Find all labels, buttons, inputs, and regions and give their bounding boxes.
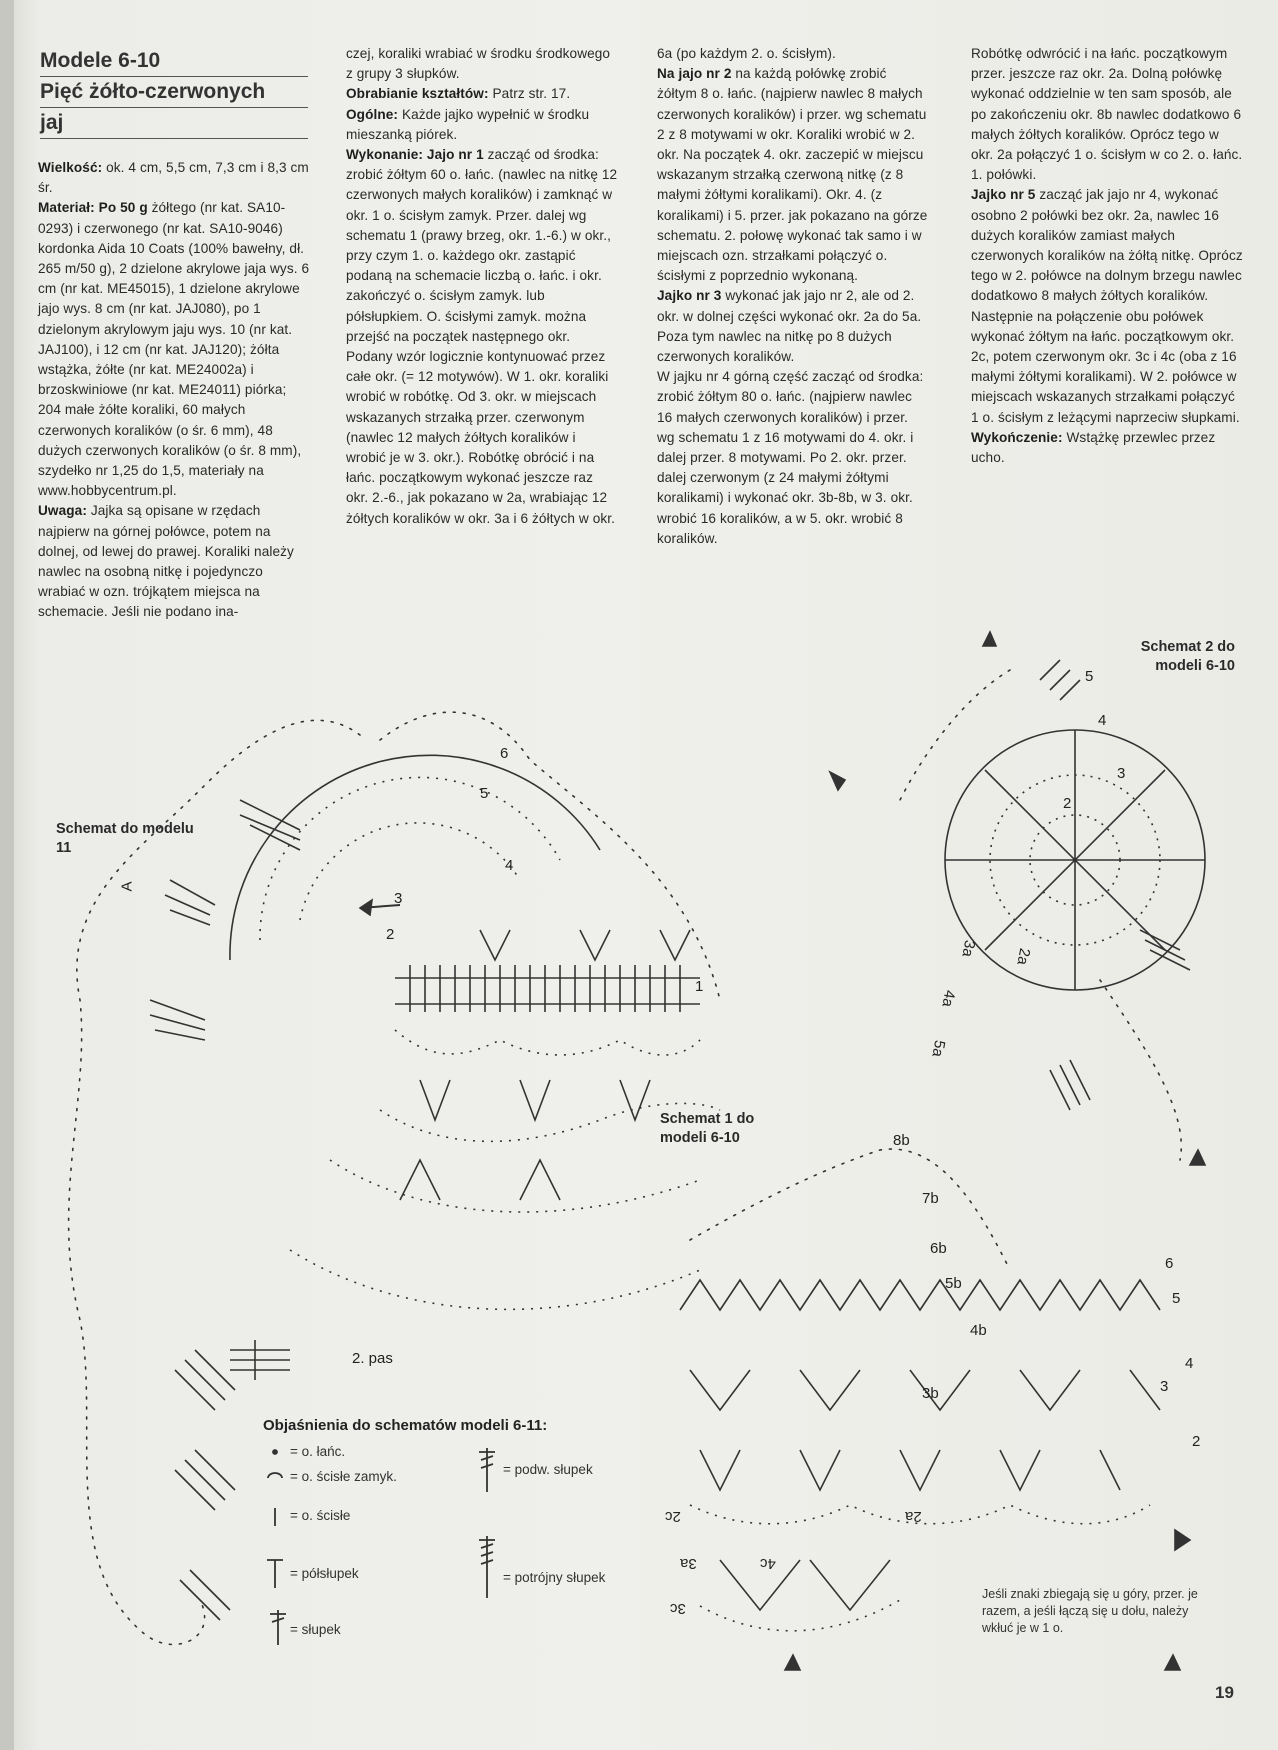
page-number: 19 [1215,1683,1234,1702]
row-label: 4a [938,988,959,1009]
paragraph: Wykonanie: Jajo nr 1 zacząć od środka: zrobić żółtym 60 o. łańc. (nawlec na nitkę 12 czerwonych małych koralików) i zamknąć w okr. 1 o. ścisłym zamyk. Przer. dalej wg schematu 1 (prawy brzeg, okr. 1.-6.) w okr., przy czym 1. o. każdego okr. zastąpić podaną na schemacie liczbą o. łańc. i okr. zakończyć o. ścisłym zamyk. lub półsłupkiem. O. ścisłymi zamyk. można przejść na początek następnego okr. Podany wzór logicznie kontynuować przez całe okr. (= 12 motywów). W 1. okr. koraliki wrobić w robótkę. Od 3. okr. w miejscach wskazanych strzałką przer. czerwonym (nawlec 12 małych żółtych koralików i wrobić je w 3. okr.). Robótkę obrócić i na łańc. początkowym wykonać jeszcze raz okr. 2.-6., jak pokazano w 2a, wrabiając 12 żółtych koralików w okr. 3a i 6 żółtych w okr. [346,147,618,526]
paragraph: Wielkość: ok. 4 cm, 5,5 cm, 7,3 cm i 8,3 cm śr. [38,160,309,196]
paragraph: Jajko nr 3 wykonać jak jajo nr 2, ale od 2. okr. w dolnej części wykonać okr. 2a do 5a. Poza tym nawlec na nitkę po 8 dużych czerwonych koralików. [657,288,922,365]
legend-treble: = podw. słupek [503,1462,593,1477]
row-label: 2. pas [352,1350,393,1367]
row-label: 4 [505,857,514,874]
row-label: 2 [386,926,395,943]
row-label: 1 [695,978,704,995]
paragraph: Ogólne: Każde jajko wypełnić w środku mieszanką piórek. [346,106,590,142]
diagram-schema-2 [830,632,1205,1165]
row-label: 2a [905,1508,922,1525]
row-label: 8b [893,1132,910,1149]
row-label: 4b [970,1322,987,1339]
row-label: 4 [1185,1355,1194,1372]
legend-single-crochet: = o. ścisłe [290,1508,351,1523]
title-line-2: jaj [40,110,308,139]
row-label: 2a [1013,946,1034,967]
row-label: 4c [760,1555,776,1572]
paragraph: czej, koraliki wrabiać w środku środkowego z grupy 3 słupków. [346,46,611,82]
row-label: 4 [1098,712,1107,729]
row-label: 5 [1085,668,1094,685]
paragraph: Uwaga: Jajka są opisane w rzędach najpierw na górnej połówce, potem na dolnej, od lewej do prawej. Koraliki należy nawlec na osobną nitkę i pojedynczo wrabiać w ozn. trójkątem miejsca na schemacie. Jeśli nie podano ina- [38,503,294,620]
paragraph: Obrabianie kształtów: Patrz str. 17. [346,86,571,102]
paragraph: Wykończenie: Wstążkę przewlec przez ucho. [971,429,1216,466]
row-label: 5 [480,785,489,802]
legend-chain: = o. łańc. [290,1444,346,1459]
caption-schema-1: Schemat 1 do modeli 6-10 [660,1111,755,1146]
row-label: 7b [922,1190,939,1207]
paragraph: 6a (po każdym 2. o. ścisłym). [657,46,836,61]
caption-schema-2: Schemat 2 do modeli 6-10 [1140,639,1235,674]
diagram-note: Jeśli znaki zbiegają się u góry, przer. je razem, a jeśli łączą się u dołu, należy wkłuć je w 1 o. [982,1587,1198,1635]
legend-triple-treble: = potrójny słupek [503,1570,606,1585]
row-label: 3a [958,938,979,959]
row-label: 2 [1192,1433,1201,1450]
legend-double: = słupek [290,1622,341,1637]
models-heading: Modele 6-10 [40,48,308,77]
caption-schema-11: Schemat do modelu 11 [56,821,194,856]
row-label: 5a [928,1038,949,1059]
row-label: A [118,881,136,892]
row-label: 5 [1172,1290,1181,1307]
row-label: 2 [1063,795,1072,812]
row-label: 2c [665,1508,681,1525]
row-label: 3a [680,1555,697,1572]
paragraph: Materiał: Po 50 g żółtego (nr kat. SA10-0293) i czerwonego (nr kat. SA10-9046) kordonka Aida 10 Coats (100% bawełny, dł. 265 m/50 g), 2 dzielone akrylowe jaja wys. 6 cm (nr kat. ME45015), 1 dzielone akrylowe jajo wys. 8 cm (nr kat. JAJ080), po 1 dzielonym akrylowym jaju wys. 10 (nr kat. JAJ100), i 12 cm (nr kat. JAJ120); żółta wstążka, żółte (nr kat. ME24002a) i brzoskwiniowe (nr kat. ME24011) piórka; 204 małe żółte koraliki, 60 małych czerwonych koralików (o śr. 6 mm), 48 dużych czerwonych koralików (o śr. 8 mm), szydełko nr 1,25 do 1,5, materiały na www.hobbycentrum.pl. [38,200,310,499]
row-label: 5b [945,1275,962,1292]
row-label: 6b [930,1240,947,1257]
row-label: 3b [922,1385,939,1402]
paragraph: Na jajo nr 2 na każdą połówkę zrobić żółtym 8 o. łańc. (najpierw nawlec 8 małych czerwonych koralików) i przer. wg schematu 2 z 8 motywami w okr. Koraliki wrobić w 2. okr. Na początek 4. okr. zaczepić w miejscu wskazanym strzałką czerwoną nitkę (z 8 małymi żółtymi koralikami). Okr. 4. (z koralikami) i 5. przer. jak pokazano na górze schematu. 2. połowę wykonać tak samo i w miejscach ozn. strzałkami połączyć o. ścisłymi z poprzednio wykonaną. [657,66,928,284]
legend-title: Objaśnienia do schematów modeli 6-11: [263,1417,548,1434]
paragraph: Robótkę odwrócić i na łańc. początkowym przer. jeszcze raz okr. 2a. Dolną połówkę wykonać oddzielnie w ten sam sposób, ale po zakończeniu okr. 8b nawlec dodatkowo 6 małych żółtych koralików. Oprócz tego w okr. 2a połączyć 1 o. ścisłym w co 2. o. łańc. 1. połówki. [971,46,1243,183]
title-line-1: Pięć żółto-czerwonych [40,79,308,108]
row-label: 3 [394,890,403,907]
legend-half-double: = półsłupek [290,1566,359,1581]
row-label: 3 [1117,765,1126,782]
paragraph: W jajku nr 4 górną część zacząć od środka: zrobić żółtym 80 o. łańc. (najpierw nawlec 16 małych czerwonych koralików) i przer. wg schematu 1 z 16 motywami do 4. okr. i dalej przer. 8 motywami. Po 2. okr. przer. dalej czerwonym (z 24 małymi żółtymi koralikami) i wykonać okr. 3b-8b, w 3. okr. wrobić 16 koralików, a w 5. okr. wrobić 8 koralików. [657,369,924,546]
row-label: 6 [500,745,509,762]
paragraph: Jajko nr 5 zacząć jak jajo nr 4, wykonać osobno 2 połówki bez okr. 2a, nawlec 16 dużych koralików zamiast małych czerwonych koralików na żółtą nitkę. Oprócz tego w 2. połówce na dolnym brzegu nawlec dodatkowo 8 małych żółtych koralików. Następnie na połączenie obu połówek wykonać żółtym na łańc. początkowym okr. 2c, potem czerwonym okr. 3c i 4c (oba z 16 małymi żółtymi koralikami). W 2. połówce w miejscach wskazanych strzałkami połączyć 1 o. ścisłym z leżącymi naprzeciw słupkami. [971,187,1243,425]
row-label: 6 [1165,1255,1174,1272]
legend-slip-stitch: = o. ścisłe zamyk. [290,1469,397,1484]
row-label: 3 [1160,1378,1169,1395]
row-label: 3c [670,1600,686,1617]
